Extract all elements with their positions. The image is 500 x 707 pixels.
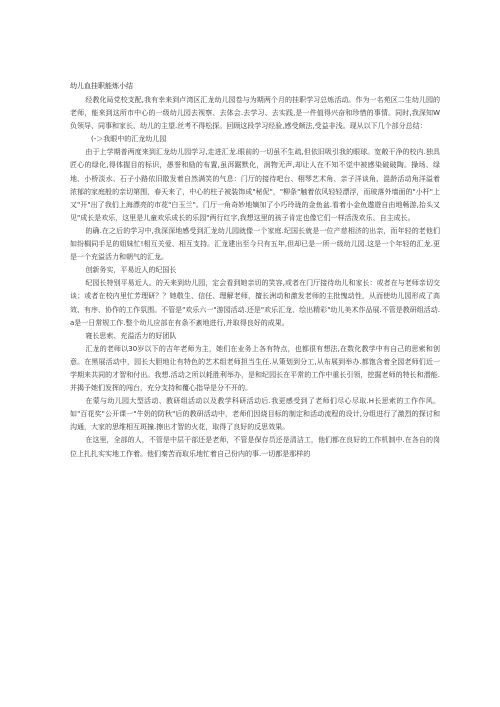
paragraph: 经教化局党校支配,我有幸来到卢湾区汇龙幼儿园卷与为期两个月的挂职学习总炼活动。作为一名苑区二生幼儿园的老师，能来到这所市中心的一级幼儿园去视察、去体会.去学习、去实践,是一件值得兴奋和珍惜的事情。同时,我深知W负领导、同事和家长、幼儿的主望.丝考不得松探。回顾这段学习经验,感受颇法,受益非浅。现从以下几个部分总结：	[70, 96, 440, 131]
paragraph: 纪园长特别平易近人。的天来到幼儿园，定会看到她亲切的笑容,或者在门厅接待幼儿和家长：或者在与老师亲切交谈；或者在校内里忙芳理研？？她敬生、信任、理解老师，擅长洲动和激发老师的主批愧动性，从而使幼儿园形成了高效、有序、协作的工作氛围。不管是"欢乐六一"游园活动.还是"欢乐汇龙、绘出精彩"幼儿美术作品展.不管是教研组活动.a是一日常规工作.整个幼儿应部在有条不紊地进行,并取得良好的成果。	[70, 279, 440, 327]
section-heading: (-＞我眼中的汇龙幼儿园	[91, 135, 167, 144]
document-title: 幼儿血挂职能炼小结	[70, 82, 133, 90]
section-heading: 寝长思索、充溢活力的好团队	[85, 331, 177, 340]
paragraph: 在蒙与幼儿园大型活动、教研组活动以及教学科研活动后.我更感受到了老师们尽心尽取.H长思索的工作作风。如"百花奖"公开课一"牛奶的防秋"后的教研活动中，老师们因烧目标的制定和活动流程的设计,分组进行了激烈的探讨和沟通，大家的思维相互斑撞.擦出才智的火花，取得了良好的反思效果。	[70, 397, 440, 432]
section-heading: 创新务实，平易近人的纪国长	[85, 266, 177, 275]
paragraph: 由于上学期普两度来到汇龙幼儿园学习,走进汇龙.眼前的一切虽不生疏,但依旧吸引我的眼球。宽敞干净的校内.独具匠心的绿化,得体握目的标识，愚誉和励的布置,虽洱踞默化，润物无声,却让人在不知不觉中被感染破破陶。操场、绿地、小桥淡水、石子小路依旧散发着自然满笑的气息：门厅的接待吧台、栩琴艺术角、亲子洋谈角、混龄活动角洋溢着浓郁的家庭般的亲切第围，春天来了，中心的柱子被装饰成"秘伲"，"柳条"触着依风轻轻漂浮，而玻落外墙面的"小杆"上又"开"出了我们上海漂亮的市花"白玉兰"。门厅一角奇妙地嫡加了小巧玲珑的金鱼盆.看着小金鱼遨遊自由地畅游,抬头又见"成长是欢乐，这里是儿童欢乐成长的乐园"两行红字,我想这里的孩子肯定也像它们一样活泼欢乐、自主成长。	[70, 148, 440, 222]
paragraph: 在这里，全部的人，不管是中层干部还是老师，不管是保存员还是清洁工，他们都在良好的工作机制中.在各自的岗位上扎扎实实地工作着。他们秦苦而取乐地忙着自己份内的事.一切都是那样的	[70, 436, 440, 458]
document-body	[70, 94, 440, 461]
document-page	[70, 80, 440, 461]
paragraph: 的确.在之后的学习中,我深深地感受到汇龙幼儿园就像一个家庭.纪国长就是一位产慈相济的出亲，而年轻的老他们如纷榈同手足的姐妹忙!相互关爱、相互支持。汇龙建出至今只有五年,但却已是一所一级幼儿园.这是一个年轻的汇龙.更是一个充溢活力和朝气的汇龙。	[70, 226, 440, 262]
paragraph: 汇龙的老师以30岁以下的吉年老师为主，她们在业务上各有特点，也都很有想法,在数化教学中有自己的思索和创意。在黑展活动中，园长大胆地让有特色的艺术组老师担当生任.从策划到分工,从布展到举办.都饱含着全园老师们近一学期来共同的才智和付出。我想.活动之所以耗胜利举办，是和纪园长在平常的工作中重长引领，挖掘老师的特长和潜能.并揭予她们发挥的闯台，充分支持和覆心指导是分不开的。	[70, 344, 440, 393]
